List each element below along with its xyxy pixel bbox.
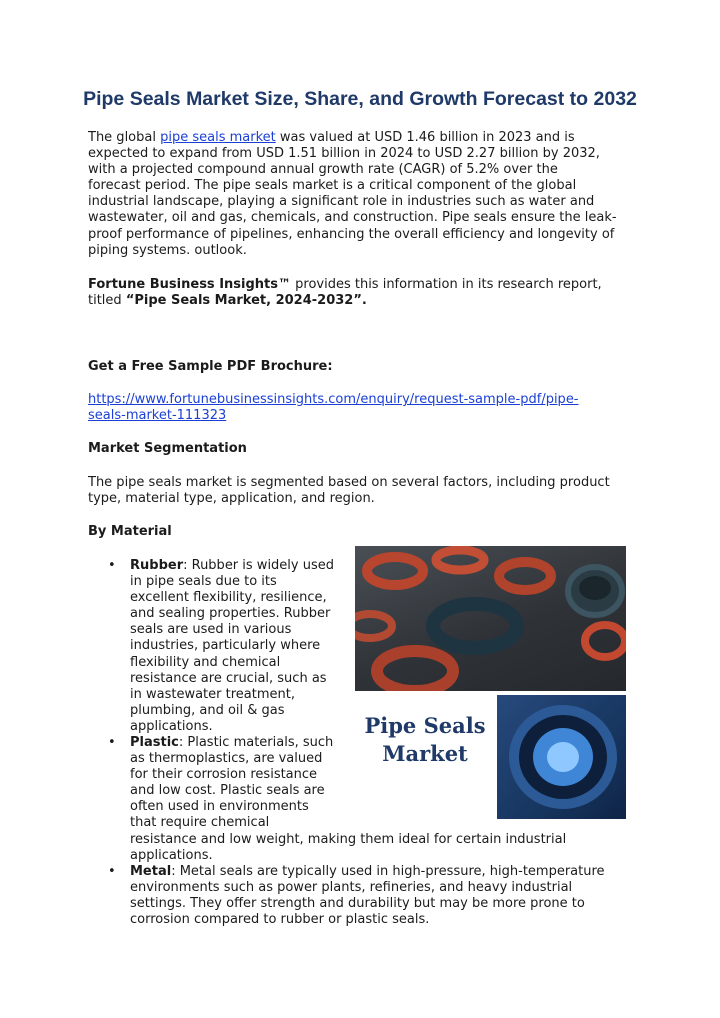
plastic-line-5: often used in environments: [130, 799, 309, 815]
rubber-line-11: applications.: [130, 718, 213, 734]
rubber-line-4: and sealing properties. Rubber: [130, 606, 331, 622]
segmentation-line-1: The pipe seals market is segmented based on several factors, including product: [88, 475, 610, 490]
brand-name: Fortune Business Insights™: [88, 277, 291, 292]
source-line-1-text: provides this information in its research report,: [291, 277, 602, 292]
plastic-line-7: resistance and low weight, making them ideal for certain industrial: [130, 831, 567, 847]
rubber-line-1-text: : Rubber is widely used: [183, 558, 334, 573]
intro-line-7: proof performance of pipelines, enhancing the overall efficiency and longevity of: [88, 226, 615, 242]
plastic-line-3: for their corrosion resistance: [130, 767, 318, 783]
pipe-cross-section-photo: [497, 695, 626, 819]
plastic-line-1-text: : Plastic materials, such: [178, 735, 334, 750]
metal-line-3: settings. They offer strength and durability but may be more prone to: [130, 896, 585, 912]
plastic-line-4: and low cost. Plastic seals are: [130, 783, 325, 799]
segmentation-heading: Market Segmentation: [88, 441, 247, 456]
pipe-seals-market-link[interactable]: pipe seals market: [160, 130, 276, 145]
rubber-bullet: •: [108, 558, 116, 573]
segmentation-line-2: type, material type, application, and region.: [88, 491, 375, 507]
badge-line-1: Pipe Seals: [364, 713, 486, 738]
intro-line-5: industrial landscape, playing a significant role in industries such as water and: [88, 194, 595, 210]
rubber-line-6: industries, particularly where: [130, 638, 321, 654]
page-title: Pipe Seals Market Size, Share, and Growth Forecast to 2032: [83, 88, 637, 110]
rubber-line-5: seals are used in various: [130, 622, 292, 638]
rubber-line-7: flexibility and chemical: [130, 654, 281, 670]
pipe-illustration-icon: [497, 695, 626, 819]
by-material-heading: By Material: [88, 524, 172, 539]
sample-url-link-line-2[interactable]: seals-market-111323: [88, 408, 227, 424]
rubber-line-10: plumbing, and oil & gas: [130, 702, 285, 718]
image-badge-text: [355, 712, 495, 768]
rubber-line-2: in pipe seals due to its: [130, 574, 277, 590]
metal-line-2: environments such as power plants, refineries, and heavy industrial: [130, 880, 573, 896]
rings-illustration-icon: [355, 546, 626, 691]
metal-line-1: [130, 864, 605, 880]
intro-line-8: piping systems. outlook.: [88, 242, 247, 258]
rubber-line-3: excellent flexibility, resilience,: [130, 590, 327, 606]
source-line-2: [88, 293, 636, 309]
plastic-label: Plastic: [130, 735, 179, 750]
intro-paragraph: [88, 130, 636, 259]
rubber-line-9: in wastewater treatment,: [130, 686, 295, 702]
intro-line-3: with a projected compound annual growth rate (CAGR) of 5.2% over the: [88, 162, 558, 178]
report-title: “Pipe Seals Market, 2024-2032”.: [125, 293, 367, 309]
plastic-line-2: as thermoplastics, are valued: [130, 751, 323, 767]
metal-bullet: •: [108, 864, 116, 879]
plastic-bullet: •: [108, 735, 116, 750]
plastic-line-6: that require chemical: [130, 815, 270, 831]
intro-pre-text: The global: [88, 130, 161, 145]
rubber-line-1: [130, 558, 334, 574]
rubber-line-8: resistance are crucial, such as: [130, 670, 327, 686]
segmentation-paragraph: [88, 475, 636, 507]
source-titled-text: titled: [88, 293, 126, 309]
intro-line-6: wastewater, oil and gas, chemicals, and construction. Pipe seals ensure the leak-: [88, 210, 617, 226]
rubber-label: Rubber: [130, 558, 184, 573]
metal-label: Metal: [130, 864, 172, 879]
sample-url: [88, 392, 636, 424]
intro-line-1: [88, 130, 636, 146]
badge-line-2: Market: [382, 741, 468, 766]
sample-url-link-line-1[interactable]: https://www.fortunebusinessinsights.com/enquiry/request-sample-pdf/pipe-: [88, 392, 579, 407]
rubber-rings-photo: [355, 546, 626, 691]
rubber-item: [130, 558, 334, 735]
intro-line-4: forecast period. The pipe seals market is a critical component of the global: [88, 178, 577, 194]
intro-line-2: expected to expand from USD 1.51 billion in 2024 to USD 2.27 billion by 2032,: [88, 146, 600, 162]
metal-line-1-text: : Metal seals are typically used in high-pressure, high-temperature: [171, 864, 605, 879]
source-paragraph: [88, 277, 636, 309]
metal-line-4: corrosion compared to rubber or plastic seals.: [130, 912, 430, 928]
metal-item: [130, 864, 605, 928]
source-line-1: [88, 277, 636, 293]
plastic-line-8: applications.: [130, 847, 213, 863]
intro-line-1-text: was valued at USD 1.46 billion in 2023 and is: [275, 130, 575, 145]
sample-heading: Get a Free Sample PDF Brochure:: [88, 359, 333, 374]
